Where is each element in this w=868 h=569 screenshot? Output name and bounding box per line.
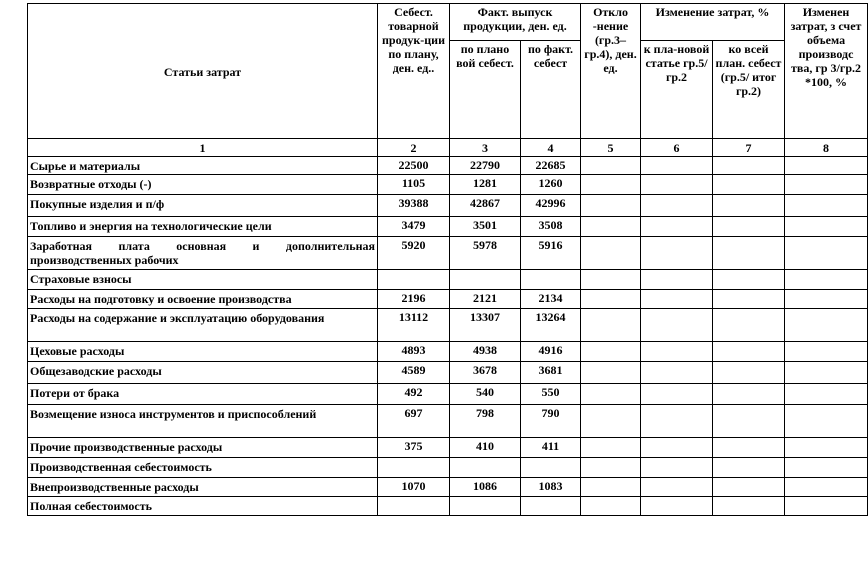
- cost-analysis-table: [27, 3, 868, 516]
- empty-cell: [785, 362, 868, 384]
- table-row: [28, 405, 868, 438]
- column-number: 4: [521, 139, 581, 157]
- value-actual-fact: 2134: [521, 290, 581, 309]
- empty-cell: [785, 175, 868, 195]
- table-row: [28, 175, 868, 195]
- table-row: [28, 458, 868, 478]
- header-cost-change-pct: Изменение затрат, %: [641, 4, 785, 41]
- value-plan: 1105: [378, 175, 450, 195]
- empty-cell: [581, 290, 641, 309]
- empty-cell: [581, 497, 641, 516]
- value-actual-fact: 5916: [521, 237, 581, 270]
- header-to-total: ко всей план. себест (гр.5/ итог гр.2): [713, 41, 785, 139]
- empty-cell: [641, 290, 713, 309]
- value-plan: 13112: [378, 309, 450, 342]
- empty-cell: [713, 405, 785, 438]
- value-plan: 1070: [378, 478, 450, 497]
- column-number-row: [28, 139, 868, 157]
- value-actual-plan: 3501: [450, 217, 521, 237]
- value-actual-plan: 798: [450, 405, 521, 438]
- value-actual-fact: 411: [521, 438, 581, 458]
- empty-cell: [713, 195, 785, 217]
- empty-cell: [581, 157, 641, 175]
- empty-cell: [641, 342, 713, 362]
- empty-cell: [581, 405, 641, 438]
- table-row: [28, 157, 868, 175]
- document-page: [27, 3, 862, 550]
- value-actual-plan: 2121: [450, 290, 521, 309]
- column-number: 7: [713, 139, 785, 157]
- cost-item-label: Общезаводские расходы: [28, 362, 378, 384]
- value-actual-fact: 42996: [521, 195, 581, 217]
- empty-cell: [713, 438, 785, 458]
- table-row: [28, 309, 868, 342]
- column-number: 8: [785, 139, 868, 157]
- header-actual-by-plan-cost: по плано вой себест.: [450, 41, 521, 139]
- empty-cell: [785, 290, 868, 309]
- table-row: [28, 438, 868, 458]
- empty-cell: [713, 217, 785, 237]
- empty-cell: [641, 438, 713, 458]
- empty-cell: [581, 458, 641, 478]
- value-plan: 3479: [378, 217, 450, 237]
- value-actual-fact: 1260: [521, 175, 581, 195]
- empty-cell: [641, 384, 713, 405]
- empty-cell: [641, 405, 713, 438]
- empty-cell: [641, 362, 713, 384]
- empty-cell: [713, 497, 785, 516]
- value-plan: [378, 458, 450, 478]
- cost-item-label: Страховые взносы: [28, 270, 378, 290]
- cost-item-label: Цеховые расходы: [28, 342, 378, 362]
- column-number: 1: [28, 139, 378, 157]
- empty-cell: [713, 458, 785, 478]
- empty-cell: [641, 237, 713, 270]
- empty-cell: [785, 458, 868, 478]
- column-number: 2: [378, 139, 450, 157]
- value-plan: [378, 497, 450, 516]
- empty-cell: [785, 309, 868, 342]
- empty-cell: [581, 309, 641, 342]
- value-actual-fact: 13264: [521, 309, 581, 342]
- empty-cell: [581, 195, 641, 217]
- table-row: [28, 497, 868, 516]
- value-plan: 39388: [378, 195, 450, 217]
- value-actual-fact: 22685: [521, 157, 581, 175]
- value-plan: 697: [378, 405, 450, 438]
- empty-cell: [785, 438, 868, 458]
- value-plan: [378, 270, 450, 290]
- cost-item-label: Полная себестоимость: [28, 497, 378, 516]
- empty-cell: [581, 384, 641, 405]
- empty-cell: [713, 157, 785, 175]
- header-change-due-volume: Изменен затрат, з счет объема производс тва, гр 3/гр.2 *100, %: [785, 4, 868, 139]
- empty-cell: [785, 478, 868, 497]
- cost-item-label: Прочие производственные расходы: [28, 438, 378, 458]
- empty-cell: [713, 175, 785, 195]
- empty-cell: [785, 342, 868, 362]
- value-actual-fact: 3508: [521, 217, 581, 237]
- value-actual-plan: [450, 458, 521, 478]
- empty-cell: [581, 438, 641, 458]
- value-actual-plan: [450, 270, 521, 290]
- empty-cell: [785, 384, 868, 405]
- empty-cell: [713, 237, 785, 270]
- value-actual-fact: 3681: [521, 362, 581, 384]
- table-row: [28, 342, 868, 362]
- cost-item-label: Расходы на подготовку и освоение производства: [28, 290, 378, 309]
- header-actual-by-actual-cost: по факт. себест: [521, 41, 581, 139]
- cost-item-label: Сырье и материалы: [28, 157, 378, 175]
- value-plan: 4893: [378, 342, 450, 362]
- value-actual-plan: 410: [450, 438, 521, 458]
- value-plan: 5920: [378, 237, 450, 270]
- column-number: 5: [581, 139, 641, 157]
- value-actual-plan: 42867: [450, 195, 521, 217]
- cost-item-label: Внепроизводственные расходы: [28, 478, 378, 497]
- table-row: [28, 478, 868, 497]
- empty-cell: [581, 342, 641, 362]
- empty-cell: [641, 175, 713, 195]
- empty-cell: [785, 405, 868, 438]
- empty-cell: [641, 270, 713, 290]
- table-row: [28, 270, 868, 290]
- cost-item-label: Потери от брака: [28, 384, 378, 405]
- empty-cell: [641, 157, 713, 175]
- empty-cell: [713, 342, 785, 362]
- empty-cell: [641, 195, 713, 217]
- empty-cell: [713, 309, 785, 342]
- value-actual-plan: 1086: [450, 478, 521, 497]
- empty-cell: [581, 362, 641, 384]
- cost-item-label: Возмещение износа инструментов и приспособлений: [28, 405, 378, 438]
- value-actual-fact: 4916: [521, 342, 581, 362]
- table-row: [28, 384, 868, 405]
- value-actual-plan: 540: [450, 384, 521, 405]
- empty-cell: [785, 195, 868, 217]
- empty-cell: [713, 270, 785, 290]
- column-number: 6: [641, 139, 713, 157]
- value-plan: 4589: [378, 362, 450, 384]
- empty-cell: [641, 478, 713, 497]
- cost-item-label: Заработная плата основная и дополнительная производственных рабочих: [28, 237, 378, 270]
- value-plan: 375: [378, 438, 450, 458]
- empty-cell: [713, 290, 785, 309]
- empty-cell: [581, 478, 641, 497]
- header-actual-output: Факт. выпуск продукции, ден. ед.: [450, 4, 581, 41]
- column-number: 3: [450, 139, 521, 157]
- empty-cell: [785, 237, 868, 270]
- value-plan: 492: [378, 384, 450, 405]
- empty-cell: [581, 270, 641, 290]
- cost-item-label: Расходы на содержание и эксплуатацию оборудования: [28, 309, 378, 342]
- header-plan-cost: Себест. товарной продук-ции по плану, ден. ед..: [378, 4, 450, 139]
- empty-cell: [581, 237, 641, 270]
- value-plan: 2196: [378, 290, 450, 309]
- value-actual-fact: 1083: [521, 478, 581, 497]
- empty-cell: [785, 497, 868, 516]
- table-row: [28, 290, 868, 309]
- value-plan: 22500: [378, 157, 450, 175]
- empty-cell: [641, 217, 713, 237]
- header-per-item: к пла-новой статье гр.5/гр.2: [641, 41, 713, 139]
- cost-item-label: Производственная себестоимость: [28, 458, 378, 478]
- header-cost-items: Статьи затрат: [28, 4, 378, 139]
- value-actual-plan: [450, 497, 521, 516]
- cost-item-label: Топливо и энергия на технологические цели: [28, 217, 378, 237]
- empty-cell: [785, 217, 868, 237]
- value-actual-fact: [521, 497, 581, 516]
- value-actual-plan: 1281: [450, 175, 521, 195]
- table-row: [28, 217, 868, 237]
- header-deviation: Откло -нение (гр.3–гр.4), ден. ед.: [581, 4, 641, 139]
- empty-cell: [713, 384, 785, 405]
- empty-cell: [581, 175, 641, 195]
- cost-item-label: Покупные изделия и п/ф: [28, 195, 378, 217]
- empty-cell: [785, 270, 868, 290]
- empty-cell: [713, 478, 785, 497]
- value-actual-fact: 790: [521, 405, 581, 438]
- value-actual-plan: 4938: [450, 342, 521, 362]
- cost-item-label: Возвратные отходы (-): [28, 175, 378, 195]
- empty-cell: [785, 157, 868, 175]
- value-actual-plan: 3678: [450, 362, 521, 384]
- table-row: [28, 237, 868, 270]
- empty-cell: [713, 362, 785, 384]
- table-row: [28, 195, 868, 217]
- value-actual-plan: 13307: [450, 309, 521, 342]
- empty-cell: [581, 217, 641, 237]
- empty-cell: [641, 497, 713, 516]
- table-row: [28, 362, 868, 384]
- value-actual-fact: [521, 270, 581, 290]
- value-actual-fact: [521, 458, 581, 478]
- value-actual-fact: 550: [521, 384, 581, 405]
- empty-cell: [641, 309, 713, 342]
- empty-cell: [641, 458, 713, 478]
- value-actual-plan: 5978: [450, 237, 521, 270]
- value-actual-plan: 22790: [450, 157, 521, 175]
